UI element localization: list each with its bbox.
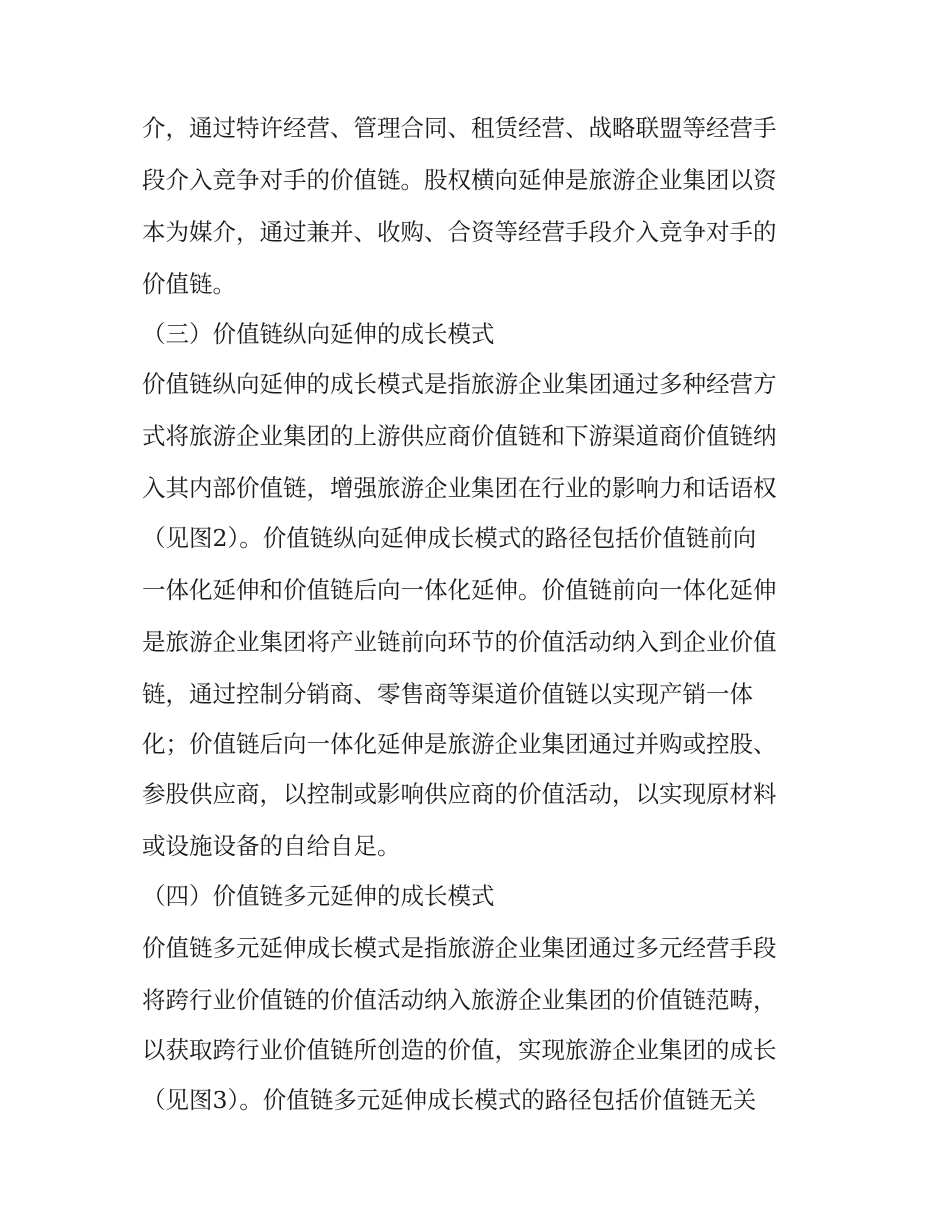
paragraph-line: 价值链纵向延伸的成长模式是指旅游企业集团通过多种经营方 — [142, 370, 777, 398]
paragraph-line: 价值链多元延伸成长模式是指旅游企业集团通过多元经营手段 — [142, 934, 777, 962]
paragraph-line: 化；价值链后向一体化延伸是旅游企业集团通过并购或控股、 — [142, 730, 777, 758]
paragraph-line: 本为媒介，通过兼并、收购、合资等经营手段介入竞争对手的 — [142, 218, 777, 246]
section-heading: （四）价值链多元延伸的成长模式 — [142, 882, 495, 910]
paragraph-line: 价值链。 — [142, 270, 236, 298]
paragraph-line: 式将旅游企业集团的上游供应商价值链和下游渠道商价值链纳 — [142, 422, 777, 450]
paragraph-line: 介，通过特许经营、管理合同、租赁经营、战略联盟等经营手 — [142, 114, 777, 142]
paragraph-line: 参股供应商，以控制或影响供应商的价值活动，以实现原材料 — [142, 780, 777, 808]
paragraph-line: 链，通过控制分销商、零售商等渠道价值链以实现产销一体 — [142, 680, 753, 708]
paragraph-line: 将跨行业价值链的价值活动纳入旅游企业集团的价值链范畴， — [142, 986, 777, 1014]
paragraph-line: 一体化延伸和价值链后向一体化延伸。价值链前向一体化延伸 — [142, 576, 777, 604]
section-heading: （三）价值链纵向延伸的成长模式 — [142, 320, 495, 348]
paragraph-line: （见图2）。价值链纵向延伸成长模式的路径包括价值链前向 — [142, 524, 757, 552]
paragraph-line: 是旅游企业集团将产业链前向环节的价值活动纳入到企业价值 — [142, 628, 777, 656]
paragraph-line: 入其内部价值链，增强旅游企业集团在行业的影响力和话语权 — [142, 474, 777, 502]
paragraph-line: 以获取跨行业价值链所创造的价值，实现旅游企业集团的成长 — [142, 1036, 777, 1064]
paragraph-line: 或设施设备的自给自足。 — [142, 832, 401, 860]
paragraph-line: 段介入竞争对手的价值链。股权横向延伸是旅游企业集团以资 — [142, 166, 777, 194]
paragraph-line: （见图3）。价值链多元延伸成长模式的路径包括价值链无关 — [142, 1086, 757, 1114]
